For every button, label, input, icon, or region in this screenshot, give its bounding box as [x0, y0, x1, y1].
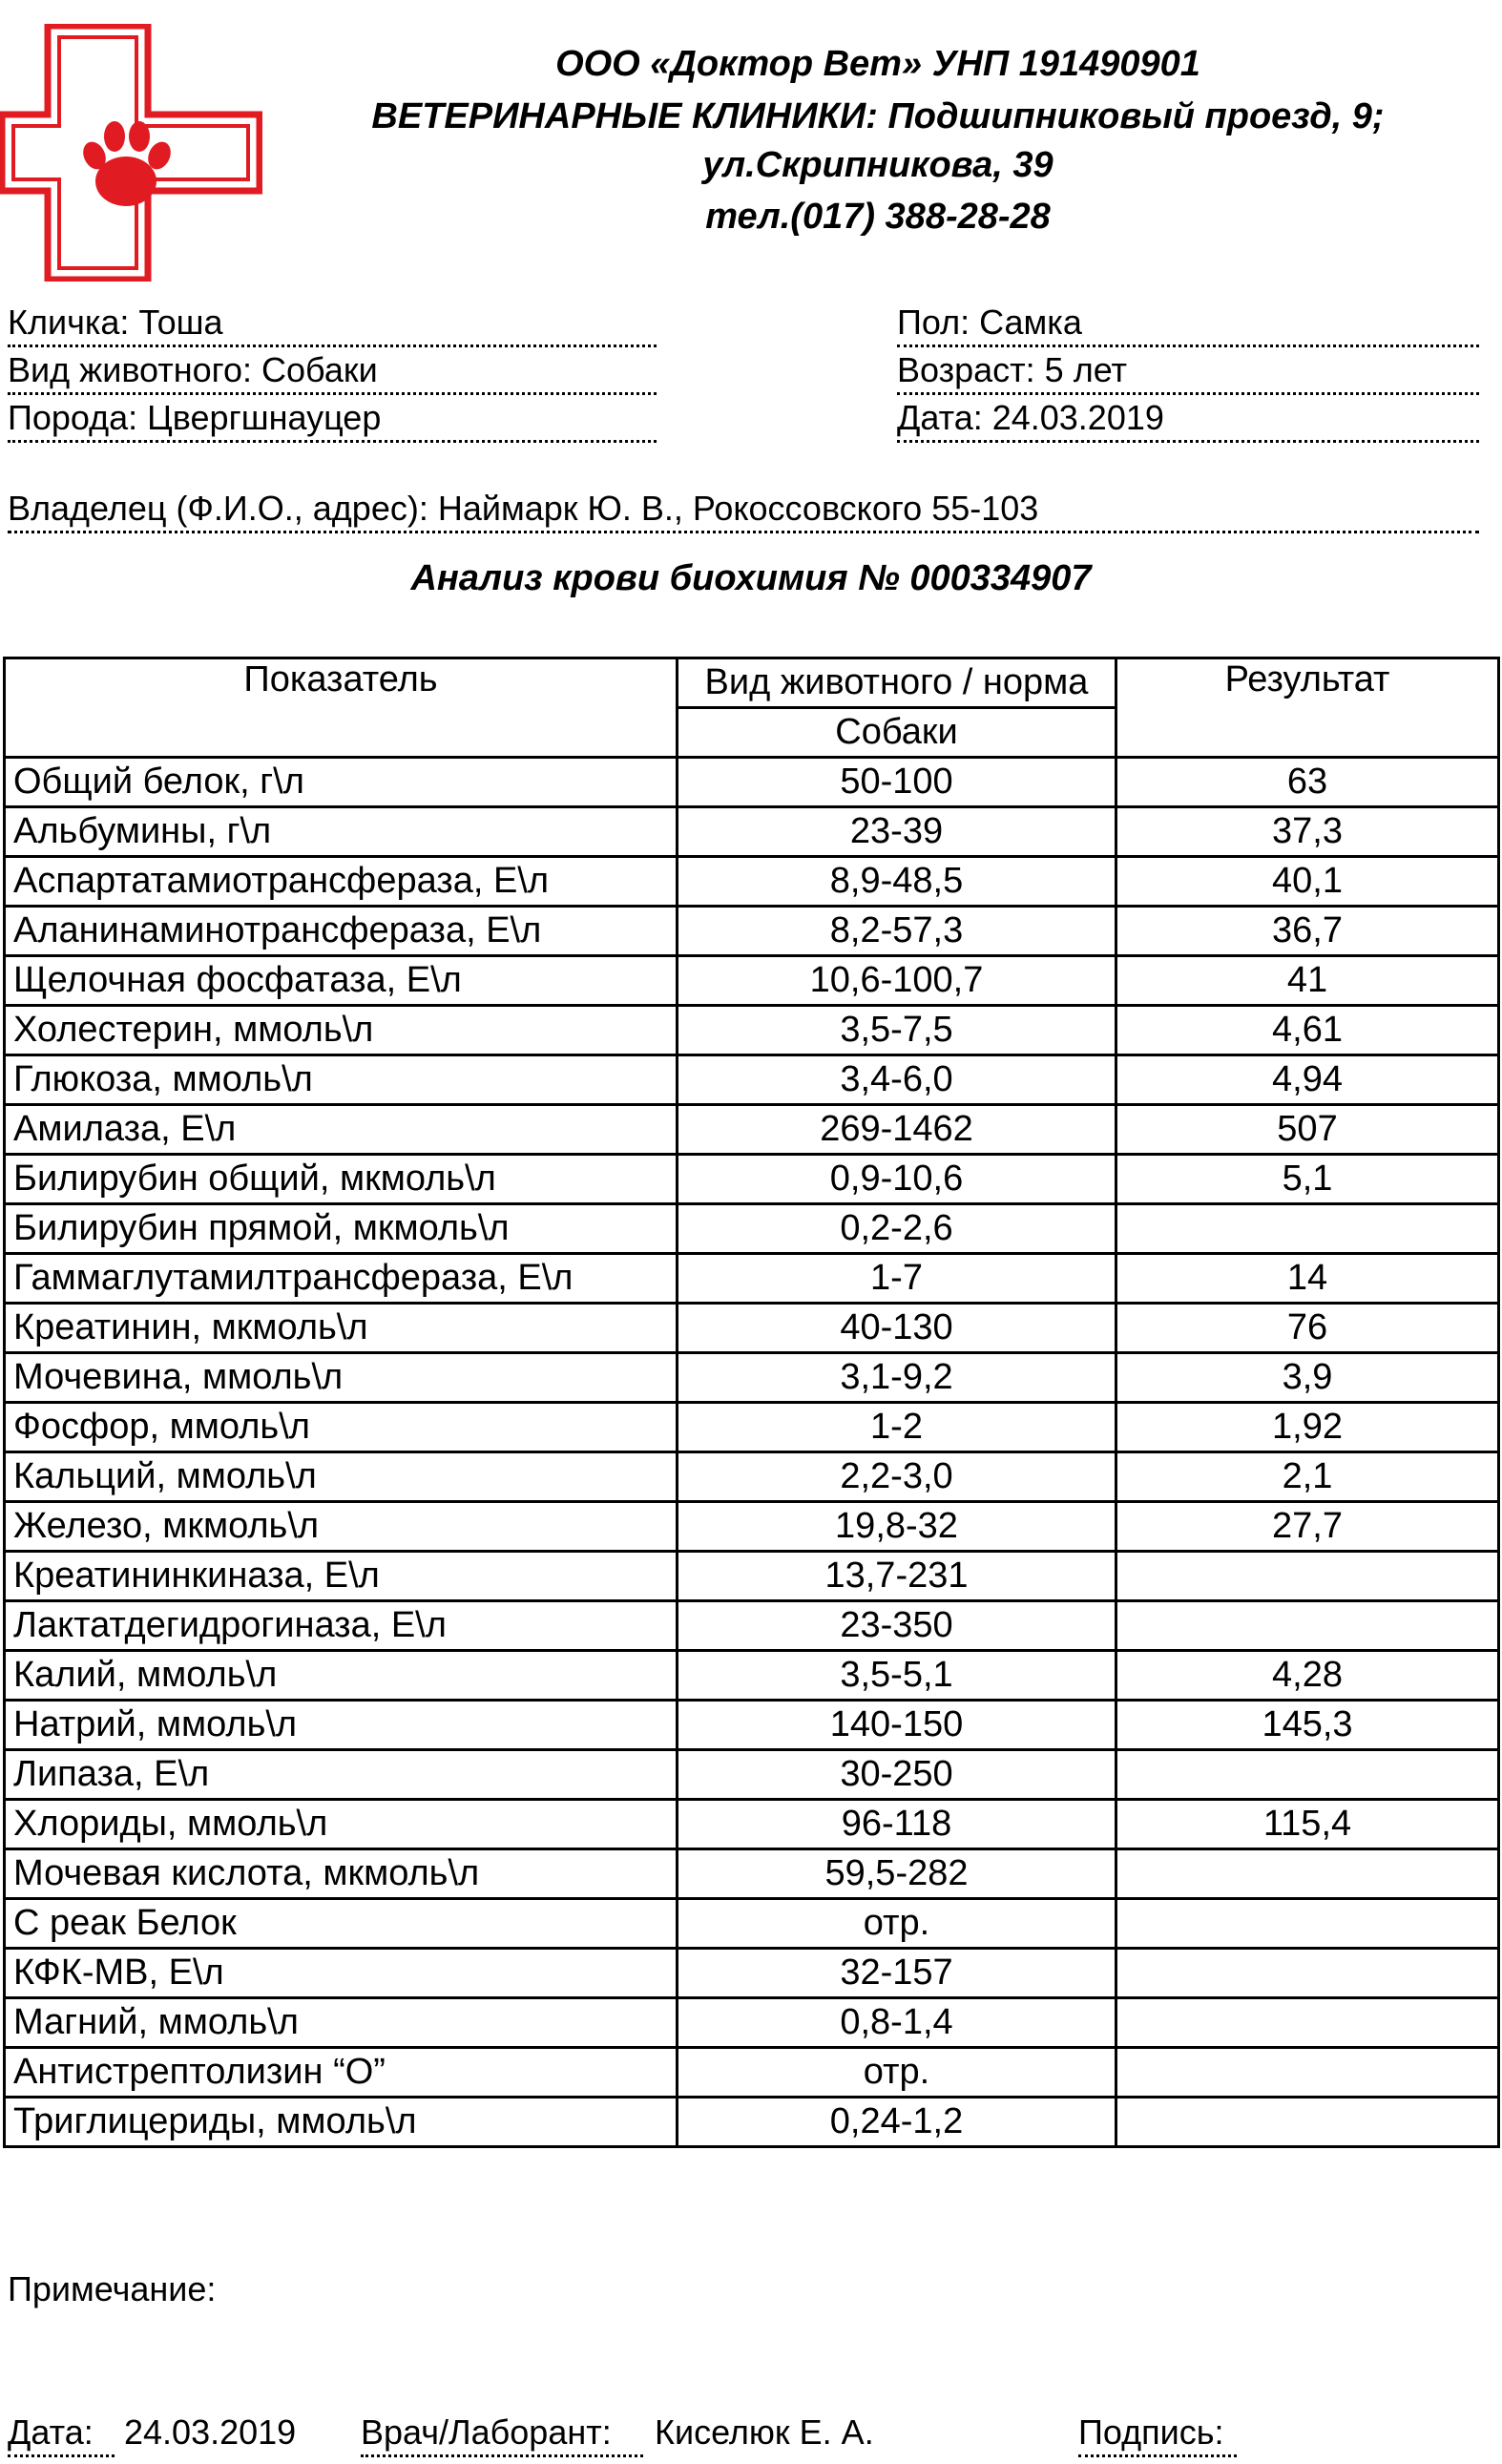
- table-row: [5, 1998, 1499, 2048]
- indicator-cell: Креатининкиназа, Е\л: [5, 1552, 678, 1601]
- norm-cell: 140-150: [678, 1701, 1116, 1750]
- norm-cell: отр.: [678, 1899, 1116, 1949]
- result-cell: 4,61: [1116, 1006, 1499, 1055]
- doctor-label-line: [361, 2454, 643, 2457]
- table-row: [5, 1750, 1499, 1800]
- table-row: [5, 2048, 1499, 2098]
- norm-cell: 10,6-100,7: [678, 956, 1116, 1006]
- footer-date-label-line: [8, 2412, 115, 2457]
- indicator-cell: Гаммаглутамилтрансфераза, Е\л: [5, 1254, 678, 1304]
- indicator-cell: Триглицериды, ммоль\л: [5, 2098, 678, 2147]
- result-cell: [1116, 1998, 1499, 2048]
- table-row: [5, 956, 1499, 1006]
- patient-date: Дата: 24.03.2019: [897, 398, 1479, 443]
- result-cell: [1116, 1899, 1499, 1949]
- norm-cell: 8,2-57,3: [678, 907, 1116, 956]
- table-row: [5, 1899, 1499, 1949]
- table-row: [5, 857, 1499, 907]
- result-cell: [1116, 1601, 1499, 1651]
- result-cell: 507: [1116, 1105, 1499, 1155]
- indicator-cell: Билирубин прямой, мкмоль\л: [5, 1204, 678, 1254]
- result-cell: [1116, 1949, 1499, 1998]
- norm-cell: 40-130: [678, 1304, 1116, 1353]
- result-cell: 36,7: [1116, 907, 1499, 956]
- table-row: [5, 1254, 1499, 1304]
- table-row: [5, 807, 1499, 857]
- table-row: [5, 1552, 1499, 1601]
- table-row: [5, 1452, 1499, 1502]
- table-row: [5, 758, 1499, 807]
- result-cell: 37,3: [1116, 807, 1499, 857]
- patient-species: Вид животного: Собаки: [8, 350, 657, 395]
- result-cell: 76: [1116, 1304, 1499, 1353]
- indicator-cell: Антистрептолизин “О”: [5, 2048, 678, 2098]
- indicator-cell: Глюкоза, ммоль\л: [5, 1055, 678, 1105]
- table-row: [5, 1353, 1499, 1403]
- header-norm: Вид животного / норма: [678, 658, 1116, 708]
- indicator-cell: КФК-МВ, Е\л: [5, 1949, 678, 1998]
- indicator-cell: Билирубин общий, мкмоль\л: [5, 1155, 678, 1204]
- header-indicator: Показатель: [5, 658, 678, 758]
- norm-cell: 96-118: [678, 1800, 1116, 1849]
- norm-cell: 269-1462: [678, 1105, 1116, 1155]
- result-cell: 40,1: [1116, 857, 1499, 907]
- patient-age: Возраст: 5 лет: [897, 350, 1479, 395]
- norm-cell: 32-157: [678, 1949, 1116, 1998]
- note-label: Примечание:: [8, 2269, 217, 2308]
- indicator-cell: Щелочная фосфатаза, Е\л: [5, 956, 678, 1006]
- header-norm-species: Собаки: [678, 708, 1116, 758]
- norm-cell: 30-250: [678, 1750, 1116, 1800]
- indicator-cell: Аспартатамиотрансфераза, Е\л: [5, 857, 678, 907]
- indicator-cell: Мочевина, ммоль\л: [5, 1353, 678, 1403]
- norm-cell: отр.: [678, 2048, 1116, 2098]
- indicator-cell: Холестерин, ммоль\л: [5, 1006, 678, 1055]
- indicator-cell: Кальций, ммоль\л: [5, 1452, 678, 1502]
- result-cell: 3,9: [1116, 1353, 1499, 1403]
- indicator-cell: Лактатдегидрогиназа, Е\л: [5, 1601, 678, 1651]
- header-result: Результат: [1116, 658, 1499, 758]
- patient-name: Кличка: Тоша: [8, 303, 657, 347]
- doctor-label: Врач/Лаборант:: [361, 2412, 612, 2452]
- result-cell: 115,4: [1116, 1800, 1499, 1849]
- clinic-address: ВЕТЕРИНАРНЫЕ КЛИНИКИ: Подшипниковый проезд, 9;: [371, 96, 1385, 136]
- result-cell: 1,92: [1116, 1403, 1499, 1452]
- indicator-cell: Креатинин, мкмоль\л: [5, 1304, 678, 1353]
- norm-cell: 0,2-2,6: [678, 1204, 1116, 1254]
- result-cell: 2,1: [1116, 1452, 1499, 1502]
- result-cell: [1116, 2048, 1499, 2098]
- indicator-cell: Мочевая кислота, мкмоль\л: [5, 1849, 678, 1899]
- norm-cell: 0,8-1,4: [678, 1998, 1116, 2048]
- norm-cell: 1-2: [678, 1403, 1116, 1452]
- doctor-name: Киселюк Е. А.: [655, 2412, 874, 2452]
- norm-cell: 3,5-5,1: [678, 1651, 1116, 1701]
- patient-sex: Пол: Самка: [897, 303, 1479, 347]
- norm-cell: 0,9-10,6: [678, 1155, 1116, 1204]
- analysis-title: Анализ крови биохимия № 000334907: [410, 558, 1092, 598]
- table-row: [5, 1304, 1499, 1353]
- result-cell: [1116, 1849, 1499, 1899]
- result-cell: 145,3: [1116, 1701, 1499, 1750]
- table-row: [5, 907, 1499, 956]
- result-cell: 63: [1116, 758, 1499, 807]
- norm-cell: 59,5-282: [678, 1849, 1116, 1899]
- results-table: [3, 657, 1500, 2148]
- table-row: [5, 1601, 1499, 1651]
- clinic-address-2: ул.Скрипникова, 39: [702, 145, 1053, 185]
- patient-breed: Порода: Цвергшнауцер: [8, 398, 657, 443]
- norm-cell: 1-7: [678, 1254, 1116, 1304]
- norm-cell: 8,9-48,5: [678, 857, 1116, 907]
- table-row: [5, 1800, 1499, 1849]
- footer-date: 24.03.2019: [124, 2412, 297, 2452]
- indicator-cell: Амилаза, Е\л: [5, 1105, 678, 1155]
- table-row: [5, 1849, 1499, 1899]
- clinic-name: ООО «Доктор Вет» УНП 191490901: [555, 44, 1200, 84]
- table-header-row: [5, 658, 1499, 708]
- norm-cell: 50-100: [678, 758, 1116, 807]
- indicator-cell: Фосфор, ммоль\л: [5, 1403, 678, 1452]
- norm-cell: 3,1-9,2: [678, 1353, 1116, 1403]
- clinic-logo: [0, 24, 262, 282]
- indicator-cell: Железо, мкмоль\л: [5, 1502, 678, 1552]
- indicator-cell: С реак Белок: [5, 1899, 678, 1949]
- result-cell: [1116, 2098, 1499, 2147]
- table-row: [5, 1701, 1499, 1750]
- table-row: [5, 1006, 1499, 1055]
- table-row: [5, 1403, 1499, 1452]
- result-cell: 27,7: [1116, 1502, 1499, 1552]
- result-cell: 5,1: [1116, 1155, 1499, 1204]
- indicator-cell: Альбумины, г\л: [5, 807, 678, 857]
- norm-cell: 19,8-32: [678, 1502, 1116, 1552]
- indicator-cell: Аланинаминотрансфераза, Е\л: [5, 907, 678, 956]
- table-row: [5, 1204, 1499, 1254]
- table-body: [5, 758, 1499, 2147]
- table-row: [5, 1055, 1499, 1105]
- result-cell: 4,28: [1116, 1651, 1499, 1701]
- result-cell: [1116, 1204, 1499, 1254]
- owner-info: Владелец (Ф.И.О., адрес): Наймарк Ю. В., Рокоссовского 55-103: [8, 489, 1479, 533]
- norm-cell: 3,5-7,5: [678, 1006, 1116, 1055]
- indicator-cell: Липаза, Е\л: [5, 1750, 678, 1800]
- norm-cell: 3,4-6,0: [678, 1055, 1116, 1105]
- table-row: [5, 1105, 1499, 1155]
- indicator-cell: Калий, ммоль\л: [5, 1651, 678, 1701]
- indicator-cell: Натрий, ммоль\л: [5, 1701, 678, 1750]
- table-row: [5, 1949, 1499, 1998]
- norm-cell: 23-39: [678, 807, 1116, 857]
- table-row: [5, 2098, 1499, 2147]
- indicator-cell: Магний, ммоль\л: [5, 1998, 678, 2048]
- result-cell: [1116, 1552, 1499, 1601]
- indicator-cell: Хлориды, ммоль\л: [5, 1800, 678, 1849]
- result-cell: 14: [1116, 1254, 1499, 1304]
- result-cell: 4,94: [1116, 1055, 1499, 1105]
- norm-cell: 13,7-231: [678, 1552, 1116, 1601]
- result-cell: 41: [1116, 956, 1499, 1006]
- signature-label: Подпись:: [1078, 2412, 1224, 2452]
- table-row: [5, 1502, 1499, 1552]
- table-row: [5, 1155, 1499, 1204]
- table-row: [5, 1651, 1499, 1701]
- signature-line: [1078, 2454, 1237, 2457]
- norm-cell: 23-350: [678, 1601, 1116, 1651]
- clinic-phone: тел.(017) 388-28-28: [705, 197, 1051, 237]
- norm-cell: 2,2-3,0: [678, 1452, 1116, 1502]
- norm-cell: 0,24-1,2: [678, 2098, 1116, 2147]
- result-cell: [1116, 1750, 1499, 1800]
- footer-date-label: Дата:: [8, 2412, 94, 2452]
- indicator-cell: Общий белок, г\л: [5, 758, 678, 807]
